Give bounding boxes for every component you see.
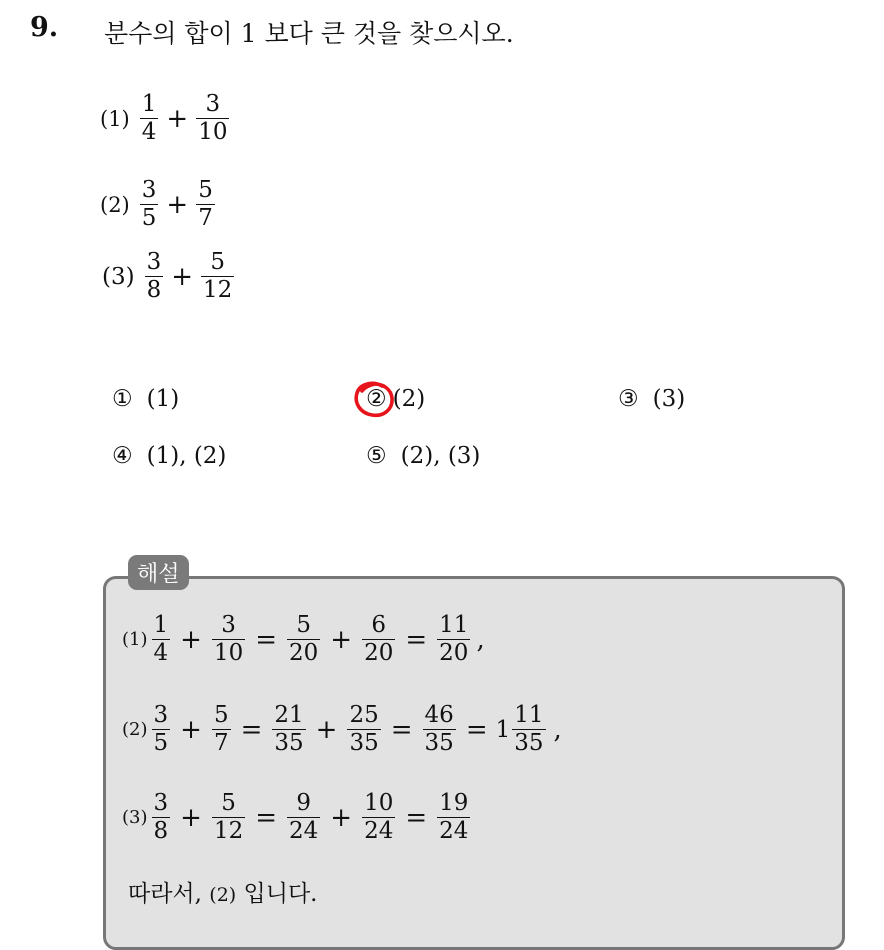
choice-mark: ① bbox=[112, 386, 133, 412]
choice-mark: ② bbox=[366, 386, 387, 412]
problem-label: (1) bbox=[100, 106, 130, 131]
choice-text: (3) bbox=[652, 386, 686, 412]
equals-sign: = bbox=[255, 624, 278, 655]
problem-3 bbox=[102, 249, 236, 304]
mixed-number bbox=[496, 702, 548, 757]
fraction: $\frac{5}{7}$ bbox=[198, 177, 213, 231]
comma: , bbox=[476, 624, 485, 655]
choice-4[interactable] bbox=[112, 443, 226, 469]
fraction: $\frac{11}{20}$ bbox=[439, 612, 469, 666]
fraction: $\frac{5}{7}$ bbox=[213, 702, 229, 756]
choice-mark: ⑤ bbox=[366, 443, 387, 469]
plus-sign: + bbox=[330, 624, 353, 655]
plus-sign: + bbox=[166, 189, 189, 220]
equals-sign: = bbox=[465, 714, 488, 745]
problem-label: (2) bbox=[100, 192, 130, 217]
fraction: $\frac{5}{20}$ bbox=[289, 612, 319, 666]
plus-sign: + bbox=[166, 103, 189, 134]
solution-line-2 bbox=[122, 702, 570, 757]
equals-sign: = bbox=[390, 714, 413, 745]
equals-sign: = bbox=[405, 802, 428, 833]
solution-line-1 bbox=[122, 612, 493, 667]
conclusion-label: (2) bbox=[209, 884, 237, 906]
solution-tag: 해설 bbox=[128, 555, 189, 590]
equals-sign: = bbox=[240, 714, 263, 745]
conclusion-prefix: 따라서, bbox=[128, 881, 202, 907]
fraction: $\frac{46}{35}$ bbox=[424, 702, 454, 756]
fraction: $\frac{6}{20}$ bbox=[364, 612, 394, 666]
fraction: $\frac{3}{5}$ bbox=[153, 702, 169, 756]
problem-1 bbox=[100, 91, 231, 146]
fraction: $\frac{25}{35}$ bbox=[349, 702, 379, 756]
choice-text: (2) bbox=[392, 386, 426, 412]
fraction: $\frac{11}{35}$ bbox=[514, 702, 544, 756]
fraction: $\frac{1}{4}$ bbox=[141, 91, 157, 145]
plus-sign: + bbox=[180, 714, 202, 745]
choice-3[interactable] bbox=[618, 386, 685, 412]
fraction: $\frac{21}{35}$ bbox=[274, 702, 304, 756]
fraction: $\frac{3}{10}$ bbox=[198, 91, 228, 145]
plus-sign: + bbox=[180, 624, 202, 655]
conclusion-suffix: 입니다. bbox=[243, 881, 318, 907]
fraction: $\frac{10}{24}$ bbox=[364, 790, 394, 844]
fraction: $\frac{3}{5}$ bbox=[141, 177, 157, 231]
choice-text: (1) bbox=[146, 386, 180, 412]
equals-sign: = bbox=[255, 802, 278, 833]
whole-part: 1 bbox=[495, 716, 511, 743]
plus-sign: + bbox=[180, 802, 202, 833]
solution-label: (1) bbox=[122, 629, 148, 650]
fraction: $\frac{1}{4}$ bbox=[153, 612, 169, 666]
choice-text: (2), (3) bbox=[400, 443, 481, 469]
fraction: $\frac{9}{24}$ bbox=[289, 790, 319, 844]
fraction: $\frac{5}{12}$ bbox=[213, 790, 244, 844]
equals-sign: = bbox=[405, 624, 428, 655]
fraction: $\frac{3}{10}$ bbox=[213, 612, 244, 666]
plus-sign: + bbox=[330, 802, 353, 833]
fraction: $\frac{3}{8}$ bbox=[146, 249, 162, 303]
question-text: 분수의 합이 1 보다 큰 것을 찾으시오. bbox=[104, 19, 514, 48]
solution-label: (3) bbox=[122, 807, 148, 828]
plus-sign: + bbox=[171, 261, 194, 292]
solution-conclusion bbox=[128, 875, 317, 908]
solution-label: (2) bbox=[122, 719, 148, 740]
choice-5[interactable] bbox=[366, 443, 480, 469]
problem-label: (3) bbox=[102, 263, 135, 290]
solution-line-3 bbox=[122, 790, 472, 845]
fraction: $\frac{3}{8}$ bbox=[153, 790, 169, 844]
selection-circle-mark bbox=[352, 379, 398, 421]
problem-2 bbox=[100, 177, 217, 232]
fraction: $\frac{5}{12}$ bbox=[203, 249, 233, 303]
comma: , bbox=[553, 714, 562, 745]
choice-1[interactable] bbox=[112, 386, 179, 412]
fraction: $\frac{19}{24}$ bbox=[439, 790, 469, 844]
question-number: 9. bbox=[30, 12, 59, 43]
choice-mark: ③ bbox=[618, 386, 639, 412]
plus-sign: + bbox=[315, 714, 338, 745]
choice-text: (1), (2) bbox=[146, 443, 227, 469]
choice-mark: ④ bbox=[112, 443, 133, 469]
